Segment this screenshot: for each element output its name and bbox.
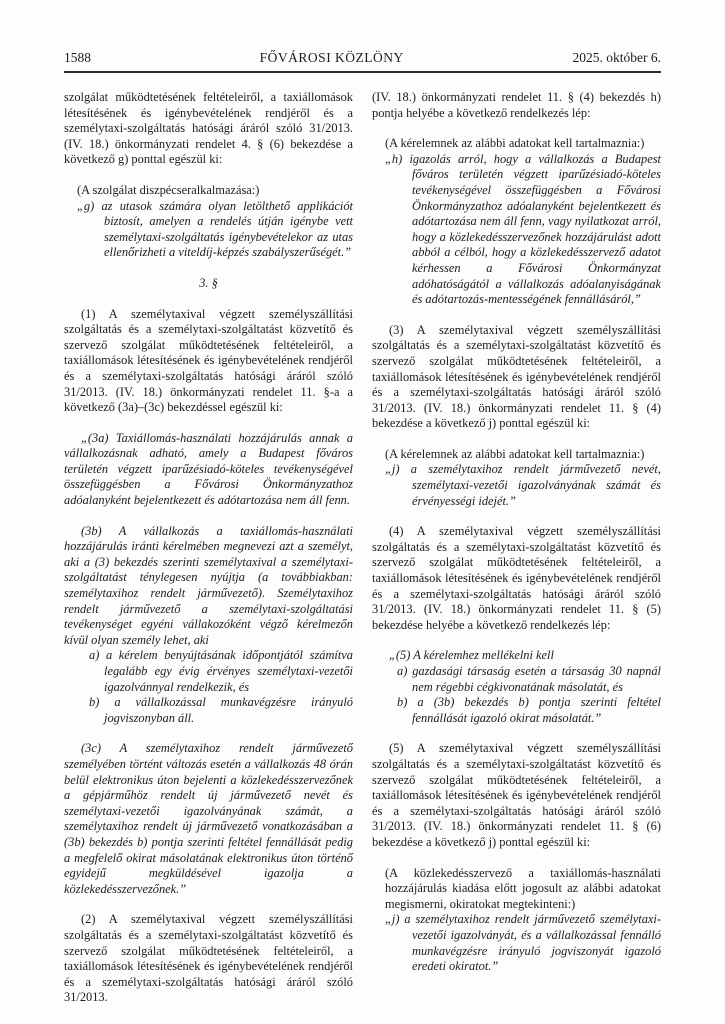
- quote-paragraph: (3c) A személytaxihoz rendelt járművezető személyében történt változás esetén a vállalkozás 48 órán belül elektronikus úton bejelenti a közlekedésszervezőnek a gépjárműhöz rendelt új járművezető nevét és személytaxi-vezetői igazolványának számát, a személytaxihoz rendelt új járművezető vonatkozásában a (3b) bekezdés b) pontja szerinti feltétel fennállását pedig a megfelelő okirat másolatának elektronikus úton történő egyidejű megküldésével igazolja a közlekedésszervezőnek.”: [64, 741, 353, 896]
- item-label: a): [89, 648, 100, 663]
- item-text: a személytaxihoz rendelt járművezető személytaxi-vezetői igazolványát, és a vállalkozással fennálló munkavégzésre irányuló jogviszonyát igazoló eredeti okiratot.”: [404, 912, 661, 974]
- item-text: az utasok számára olyan letölthető applikációt biztosít, amelyen a rendelés útján igénybe vett személytaxi-szolgáltatás igénybevételekor az utas ellenőrizheti a viteldíj-képzés szabályszerűségét.”: [101, 198, 353, 260]
- paragraph: (2) A személytaxival végzett személyszállítási szolgáltatás és a személytaxi-szolgáltatást közvetítő és szervező szolgálat működtetésének feltételeiről, a taxiállomások létesítésének és igénybevételének rendjéről és a személytaxi-szolgáltatás hatósági áráról szóló 31/2013.: [64, 912, 353, 1005]
- quote-item: [372, 152, 661, 308]
- quote-intro: (A közlekedésszervező a taxiállomás-használati hozzájárulás kiadása előtt jogosult az alábbi adatokat megismerni, okiratokat megtekinteni:): [385, 865, 661, 911]
- quote-paragraph: (3b) A vállalkozás a taxiállomás-használati hozzájárulás iránti kérelmében megnevezi azt a személyt, aki a (3) bekezdés szerinti személytaxival a személytaxi-szolgáltatást ténylegesen nyújtja (a továbbiakban: személytaxihoz rendelt járművezető). Személytaxihoz rendelt járművezető a személytaxi-szolgáltatási tevékenységet egyéni vállakozóként végző kérelmezőn kívül olyan személy lehet, aki: [64, 523, 353, 647]
- left-column: [64, 90, 353, 1006]
- page-header: [64, 50, 661, 73]
- item-label: „j): [385, 912, 400, 927]
- item-text: a személytaxihoz rendelt járművezető nevét, személytaxi-vezetői igazolványának számát és érvényességi idejét.”: [410, 462, 661, 508]
- quote-item: [372, 912, 661, 974]
- item-label: a): [397, 664, 408, 678]
- paragraph: (3) A személytaxival végzett személyszállítási szolgáltatás és a személytaxi-szolgáltatást közvetítő és szervező szolgálat működtetésének feltételeiről, a taxiállomások létesítésének és igénybevételének rendjéről és a személytaxi-szolgáltatás hatósági áráról szóló 31/2013. (IV. 18.) önkormányzati rendelet 11. § (4) bekezdése a következő j) ponttal egészül ki:: [372, 322, 661, 431]
- item-label: „j): [385, 462, 400, 477]
- paragraph: (4) A személytaxival végzett személyszállítási szolgáltatás és a személytaxi-szolgáltatást közvetítő és szervező szolgálat működtetésének feltételeiről, a taxiállomások létesítésének és igénybevételének rendjéről és a személytaxi-szolgáltatás hatósági áráról szóló 31/2013. (IV. 18.) önkormányzati rendelet 11. § (5) bekezdése helyébe a következő rendelkezés lép:: [372, 524, 661, 632]
- item-text: a vállalkozással munkavégzésre irányuló jogviszonyban áll.: [104, 695, 353, 725]
- quote-subitem: [64, 695, 353, 726]
- quote-paragraph: „(3a) Taxiállomás-használati hozzájárulás annak a vállalkozásnak adható, amely a Budapest főváros területén végzett iparűzésiadó-köteles tevékenységével összefüggésben a Fővárosi Önkormányzathoz adóalanyként bejelentkezett és adótartozása nem áll fenn.: [64, 430, 353, 508]
- section-heading: 3. §: [199, 275, 218, 290]
- paragraph: szolgálat működtetésének feltételeiről, a taxiállomások létesítésének és igénybevételének rendjéről és a személytaxi-szolgáltatás hatósági áráról szóló 31/2013. (IV. 18.) önkormányzati rendelet 4. § (6) bekezdése a következő g) ponttal egészül ki:: [64, 90, 353, 167]
- item-text: a kérelem benyújtásának időpontjától számítva legalább egy évig érvényes személytaxi-vezetői igazolvánnyal rendelkezik, és: [104, 648, 353, 694]
- item-text: igazolás arról, hogy a vállalkozás a Budapest főváros területén végzett iparűzésiadó-köteles tevékenységével összefüggésben a Fővárosi Önkormányzathoz adóalanyként bejelentkezett és adótartozása nem áll fenn, vagy nyilatkozat arról, hogy a közlekedésszervezőnek hozzájárulást adott abból a célból, hogy a közlekedésszervező adatot kérhessen a Fővárosi Önkormányzat adóhatóságától a vállalkozás adóalanyiságának és adótartozás-mentességének fennállásáról,”: [409, 151, 661, 307]
- quote-paragraph: „(5) A kérelemhez mellékelni kell: [389, 648, 554, 663]
- page-number: 1588: [64, 50, 91, 65]
- item-label: b): [89, 695, 100, 710]
- paragraph: (1) A személytaxival végzett személyszállítási szolgáltatás és a személytaxi-szolgáltatást közvetítő és szervező szolgálat működtetésének feltételeiről, a taxiállomások létesítésének és igénybevételének rendjéről és a személytaxi-szolgáltatás hatósági áráról szóló 31/2013. (IV. 18.) önkormányzati rendelet 11. §-a a következő (3a)–(3c) bekezdéssel egészül ki:: [64, 306, 353, 415]
- quote-item: [64, 199, 353, 261]
- quote-intro: (A szolgálat diszpécseralkalmazása:): [77, 182, 260, 197]
- item-label: „g): [77, 198, 95, 213]
- two-column-body: [64, 90, 661, 1006]
- paragraph: (5) A személytaxival végzett személyszállítási szolgáltatás és a személytaxi-szolgáltatást közvetítő és szervező szolgálat működtetésének feltételeiről, a taxiállomások létesítésének és igénybevételének rendjéről és a személytaxi-szolgáltatás hatósági áráról szóló 31/2013. (IV. 18.) önkormányzati rendelet 11. § (6) bekezdése a következő j) ponttal egészül ki:: [372, 741, 661, 849]
- issue-date: 2025. október 6.: [572, 50, 661, 65]
- quote-subitem: [372, 695, 661, 726]
- quote-item: [372, 462, 661, 509]
- item-text: a (3b) bekezdés b) pontja szerinti feltétel fennállását igazoló okirat másolatát.”: [412, 695, 661, 725]
- item-label: „h): [385, 151, 403, 166]
- paragraph: (IV. 18.) önkormányzati rendelet 11. § (4) bekezdés h) pontja helyébe a következő rendelkezés lép:: [372, 90, 661, 120]
- item-text: gazdasági társaság esetén a társaság 30 napnál nem régebbi cégkivonatának másolatát, és: [412, 664, 661, 694]
- quote-intro: (A kérelemnek az alábbi adatokat kell tartalmaznia:): [385, 136, 645, 151]
- gazette-title: FŐVÁROSI KÖZLÖNY: [259, 50, 404, 65]
- item-label: b): [397, 695, 408, 710]
- quote-intro: (A kérelemnek az alábbi adatokat kell tartalmaznia:): [385, 446, 645, 461]
- right-column: [372, 90, 661, 1006]
- quote-subitem: [372, 664, 661, 695]
- quote-subitem: [64, 648, 353, 695]
